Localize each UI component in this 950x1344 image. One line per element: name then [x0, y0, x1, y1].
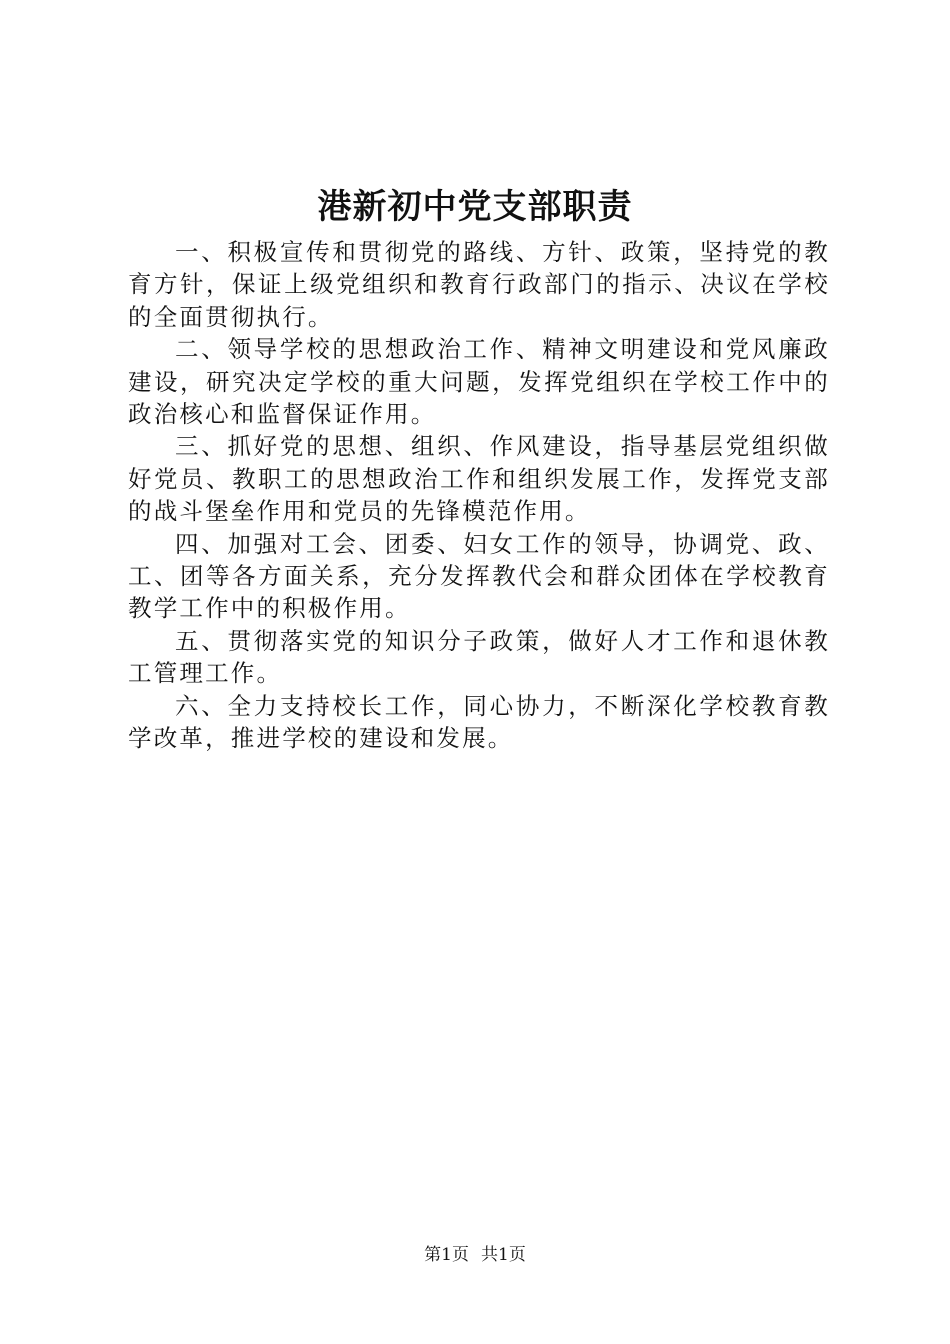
document-body — [128, 236, 830, 755]
duty-paragraph-3: 三、抓好党的思想、组织、作风建设，指导基层党组织做好党员、教职工的思想政治工作和组织发展工作，发挥党支部的战斗堡垒作用和党员的先锋模范作用。 — [128, 432, 830, 526]
page-number-total: 共1页 — [481, 1245, 526, 1265]
duty-paragraph-4: 四、加强对工会、团委、妇女工作的领导，协调党、政、工、团等各方面关系，充分发挥教代会和群众团体在学校教育教学工作中的积极作用。 — [128, 529, 830, 623]
duty-paragraph-6: 六、全力支持校长工作，同心协力，不断深化学校教育教学改革，推进学校的建设和发展。 — [128, 691, 830, 753]
duty-paragraph-1: 一、积极宣传和贯彻党的路线、方针、政策，坚持党的教育方针，保证上级党组织和教育行政部门的指示、决议在学校的全面贯彻执行。 — [128, 238, 830, 331]
page-number-current: 第1页 — [424, 1245, 469, 1265]
document-title: 港新初中党支部职责 — [317, 187, 633, 227]
duty-paragraph-2: 二、领导学校的思想政治工作、精神文明建设和党风廉政建设，研究决定学校的重大问题，发挥党组织在学校工作中的政治核心和监督保证作用。 — [128, 335, 830, 429]
page-footer — [0, 1243, 950, 1267]
duty-paragraph-5: 五、贯彻落实党的知识分子政策，做好人才工作和退休教工管理工作。 — [128, 626, 830, 688]
